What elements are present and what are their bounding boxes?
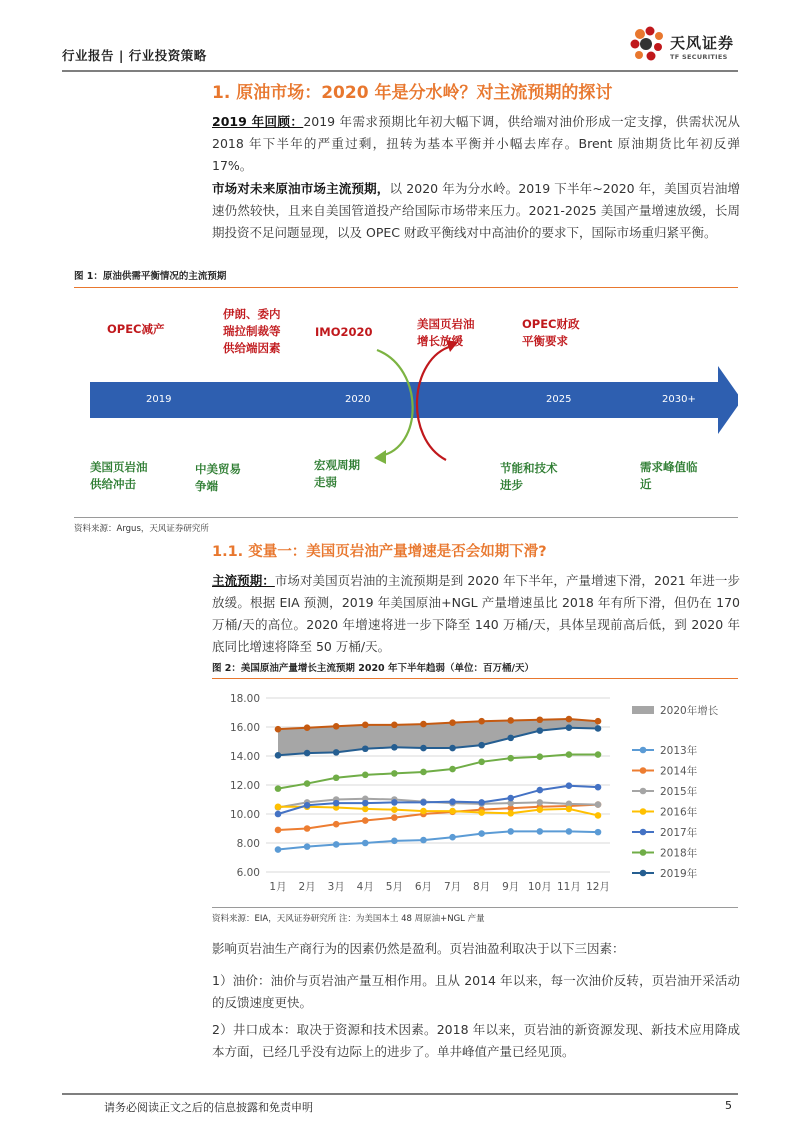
legend-swatch-area bbox=[632, 706, 654, 714]
timeline-year-2025: 2025 bbox=[546, 394, 572, 405]
point-2013年 bbox=[537, 828, 544, 835]
point-2013年 bbox=[420, 837, 427, 844]
point-2019年 bbox=[420, 745, 427, 752]
timeline-year-2020: 2020 bbox=[345, 394, 371, 405]
point-2018年 bbox=[507, 755, 514, 762]
legend-label: 2017年 bbox=[660, 827, 698, 839]
legend-label: 2015年 bbox=[660, 786, 698, 798]
point-2020-projection bbox=[507, 717, 514, 724]
x-tick-label: 10月 bbox=[527, 881, 552, 893]
legend-label: 2018年 bbox=[660, 847, 698, 860]
timeline-arrow bbox=[90, 366, 738, 434]
label-shale-slowdown: 美国页岩油 增长放缓 bbox=[417, 317, 475, 348]
paragraph-lead: 市场对未来原油市场主流预期， bbox=[212, 181, 390, 196]
legend-swatch-point bbox=[640, 808, 647, 815]
x-tick-label: 5月 bbox=[385, 881, 403, 893]
point-2013年 bbox=[595, 829, 602, 836]
point-2020-projection bbox=[275, 726, 282, 733]
paragraph-lead: 2019 年回顾： bbox=[212, 114, 304, 129]
x-tick-label: 12月 bbox=[586, 881, 610, 893]
legend-label: 2016年 bbox=[660, 806, 698, 819]
label-imo2020: IMO2020 bbox=[315, 325, 373, 339]
point-2020-projection bbox=[537, 716, 544, 723]
point-2018年 bbox=[595, 751, 602, 758]
label-trade-war: 中美贸易 争端 bbox=[195, 462, 241, 493]
point-2019年 bbox=[537, 727, 544, 734]
point-2020-projection bbox=[478, 718, 485, 725]
line-2018年 bbox=[278, 755, 598, 789]
timeline-year-2019: 2019 bbox=[146, 394, 172, 405]
point-2016年 bbox=[391, 806, 398, 813]
y-tick-label: 8.00 bbox=[236, 838, 260, 850]
y-tick-label: 6.00 bbox=[236, 867, 260, 879]
brand-name: 天风证券 bbox=[670, 34, 735, 52]
line-2014年 bbox=[278, 805, 598, 830]
green-arrowhead bbox=[374, 450, 386, 464]
point-2019年 bbox=[391, 744, 398, 751]
point-2020-projection bbox=[595, 718, 602, 725]
point-2018年 bbox=[420, 769, 427, 776]
point-2020-projection bbox=[391, 722, 398, 729]
paragraph-market-expectation bbox=[212, 178, 740, 244]
header-divider bbox=[62, 70, 738, 72]
point-2013年 bbox=[507, 828, 514, 835]
point-2017年 bbox=[478, 799, 485, 806]
x-tick-label: 3月 bbox=[327, 881, 345, 893]
timeline-diagram bbox=[74, 288, 738, 516]
paragraph-oil-price: 1）油价：油价与页岩油产量互相作用。且从 2014 年以来，每一次油价反转，页岩油开采活动的反馈速度更快。 bbox=[212, 973, 740, 1010]
subsection-title: 1.1. 变量一：美国页岩油产量增速是否会如期下滑? bbox=[212, 544, 547, 560]
point-2020-projection bbox=[420, 721, 427, 728]
figure-2-caption: 图 2：美国原油产量增长主流预期 2020 年下半年趋弱（单位：百万桶/天） bbox=[212, 663, 534, 674]
label-shale-supply-shock: 美国页岩油 供给冲击 bbox=[90, 460, 148, 491]
point-2018年 bbox=[449, 766, 456, 773]
paragraph-text: 2019 年需求预期比年初大幅下调，供给端对油价形成一定支撑，供需状况从 2018 年下半年的严重过剩，扭转为基本平衡并小幅去库存。Brent 原油期货比年初反弹 17%。 bbox=[212, 114, 740, 173]
point-2016年 bbox=[478, 809, 485, 816]
figure-2-top-rule bbox=[212, 678, 738, 679]
section-title: 1. 原油市场：2020 年是分水岭？对主流预期的探讨 bbox=[212, 83, 613, 103]
point-2014年 bbox=[275, 827, 282, 834]
point-2016年 bbox=[595, 812, 602, 819]
figure-2-source: 资料来源：EIA，天风证券研究所 注：为美国本土 48 周原油+NGL 产量 bbox=[212, 914, 485, 924]
legend-swatch-point bbox=[640, 747, 647, 754]
x-tick-label: 6月 bbox=[414, 881, 433, 893]
x-tick-label: 2月 bbox=[298, 881, 316, 893]
y-tick-label: 10.00 bbox=[229, 809, 260, 821]
point-2014年 bbox=[391, 814, 398, 821]
production-line-chart bbox=[212, 680, 738, 906]
label-peak-demand: 需求峰值临 近 bbox=[640, 460, 698, 491]
legend-swatch-point bbox=[640, 849, 647, 856]
y-tick-label: 12.00 bbox=[229, 780, 260, 792]
y-tick-label: 16.00 bbox=[229, 722, 260, 734]
point-2016年 bbox=[507, 810, 514, 817]
point-2013年 bbox=[478, 830, 485, 837]
point-2019年 bbox=[449, 745, 456, 752]
point-2019年 bbox=[275, 752, 282, 759]
point-2015年 bbox=[537, 799, 544, 806]
point-2013年 bbox=[362, 840, 369, 847]
paragraph-lead: 主流预期： bbox=[212, 573, 275, 588]
point-2017年 bbox=[537, 787, 544, 794]
legend-swatch-point bbox=[640, 767, 647, 774]
point-2015年 bbox=[595, 801, 602, 808]
figure-1-bottom-rule bbox=[74, 517, 738, 518]
point-2020-projection bbox=[362, 722, 369, 729]
figure-2-bottom-rule bbox=[212, 907, 738, 908]
point-2016年 bbox=[537, 806, 544, 813]
x-tick-label: 4月 bbox=[356, 881, 374, 893]
label-macro-cycle: 宏观周期 走弱 bbox=[314, 458, 360, 489]
point-2019年 bbox=[507, 735, 514, 742]
point-2017年 bbox=[420, 799, 427, 806]
footer-disclaimer: 请务必阅读正文之后的信息披露和免责申明 bbox=[104, 1101, 313, 1114]
brand-subtitle: TF SECURITIES bbox=[670, 53, 728, 61]
point-2014年 bbox=[333, 821, 340, 828]
label-opec-fiscal: OPEC财政 平衡要求 bbox=[522, 317, 580, 348]
point-2017年 bbox=[362, 800, 369, 807]
point-2013年 bbox=[391, 838, 398, 845]
point-2016年 bbox=[449, 808, 456, 815]
paragraph-2019-review bbox=[212, 111, 740, 177]
point-2019年 bbox=[304, 750, 311, 757]
point-2013年 bbox=[333, 841, 340, 848]
x-tick-label: 11月 bbox=[556, 881, 581, 893]
point-2013年 bbox=[275, 846, 282, 853]
x-tick-label: 1月 bbox=[269, 881, 287, 893]
legend-swatch-point bbox=[640, 829, 647, 836]
label-energy-saving: 节能和技术 进步 bbox=[500, 461, 558, 492]
point-2017年 bbox=[333, 800, 340, 807]
area-2020-growth bbox=[278, 719, 598, 755]
point-2018年 bbox=[566, 751, 573, 758]
legend-label: 2019年 bbox=[660, 868, 698, 880]
legend-swatch-point bbox=[640, 870, 647, 877]
figure-1-source: 资料来源：Argus，天风证券研究所 bbox=[74, 524, 209, 534]
page-number: 5 bbox=[725, 1099, 732, 1112]
point-2016年 bbox=[362, 806, 369, 813]
point-2020-projection bbox=[566, 716, 573, 723]
label-iran-venezuela: 伊朗、委内 瑞拉制裁等 供给端因素 bbox=[223, 307, 281, 355]
point-2016年 bbox=[275, 803, 282, 810]
point-2018年 bbox=[362, 772, 369, 779]
x-tick-label: 8月 bbox=[473, 881, 491, 893]
x-tick-label: 7月 bbox=[443, 881, 462, 893]
report-header-label: 行业报告 | 行业投资策略 bbox=[62, 48, 207, 63]
point-2017年 bbox=[449, 798, 456, 805]
point-2018年 bbox=[391, 770, 398, 777]
point-2017年 bbox=[391, 799, 398, 806]
timeline-year-2030: 2030+ bbox=[662, 394, 696, 405]
x-tick-label: 9月 bbox=[502, 881, 520, 893]
legend-label: 2013年 bbox=[660, 745, 698, 757]
point-2013年 bbox=[304, 843, 311, 850]
y-tick-label: 14.00 bbox=[229, 751, 260, 763]
line-2013年 bbox=[278, 831, 598, 849]
paragraph-mainstream-expectation bbox=[212, 570, 740, 658]
paragraph-profit-factors: 影响页岩油生产商行为的因素仍然是盈利。页岩油盈利取决于以下三因素： bbox=[212, 941, 625, 956]
point-2018年 bbox=[478, 759, 485, 766]
footer-divider bbox=[62, 1093, 738, 1095]
point-2019年 bbox=[566, 724, 573, 731]
point-2016年 bbox=[420, 808, 427, 815]
point-2016年 bbox=[566, 806, 573, 813]
paragraph-wellhead-cost: 2）井口成本：取决于资源和技术因素。2018 年以来，页岩油的新资源发现、新技术应用降成本方面，已经几乎没有边际上的进步了。单井峰值产量已经见顶。 bbox=[212, 1022, 740, 1059]
legend-label: 2014年 bbox=[660, 765, 698, 778]
label-opec-cut: OPEC减产 bbox=[107, 322, 165, 336]
figure-1-caption: 图 1：原油供需平衡情况的主流预期 bbox=[74, 271, 227, 282]
point-2019年 bbox=[333, 749, 340, 756]
point-2014年 bbox=[304, 825, 311, 832]
point-2017年 bbox=[275, 811, 282, 818]
point-2017年 bbox=[507, 795, 514, 802]
point-2017年 bbox=[304, 802, 311, 809]
point-2018年 bbox=[333, 774, 340, 781]
point-2017年 bbox=[595, 784, 602, 791]
point-2020-projection bbox=[304, 724, 311, 731]
point-2019年 bbox=[595, 725, 602, 732]
point-2014年 bbox=[362, 817, 369, 824]
point-2017年 bbox=[566, 782, 573, 789]
point-2019年 bbox=[362, 745, 369, 752]
paragraph-text: 市场对美国页岩油的主流预期是到 2020 年下半年，产量增速下滑，2021 年进一步放缓。根据 EIA 预测，2019 年美国原油+NGL 产量增速虽比 2018 年有所下滑，但仍在 170 万桶/天的高位。2020 年增速将进一步下降至 140 万桶/天，具体呈现前高后低，到 2020 年底同比增速将降至 50 万桶/天。 bbox=[212, 573, 740, 654]
point-2018年 bbox=[275, 785, 282, 792]
point-2013年 bbox=[449, 834, 456, 841]
legend-swatch-point bbox=[640, 788, 647, 795]
legend-label: 2020年增长 bbox=[660, 705, 719, 717]
paragraph-text: 以 2020 年为分水岭。2019 下半年~2020 年，美国页岩油增速仍然较快，且来自美国管道投产给国际市场带来压力。2021-2025 美国产量增速放缓，长周期投资不足问题显现，以及 OPEC 财政平衡线对中高油价的要求下，国际市场重归紧平衡。 bbox=[212, 181, 740, 240]
point-2019年 bbox=[478, 742, 485, 749]
y-tick-label: 18.00 bbox=[229, 693, 260, 705]
point-2020-projection bbox=[333, 723, 340, 730]
point-2018年 bbox=[537, 753, 544, 760]
point-2020-projection bbox=[449, 719, 456, 726]
point-2013年 bbox=[566, 828, 573, 835]
point-2018年 bbox=[304, 780, 311, 787]
